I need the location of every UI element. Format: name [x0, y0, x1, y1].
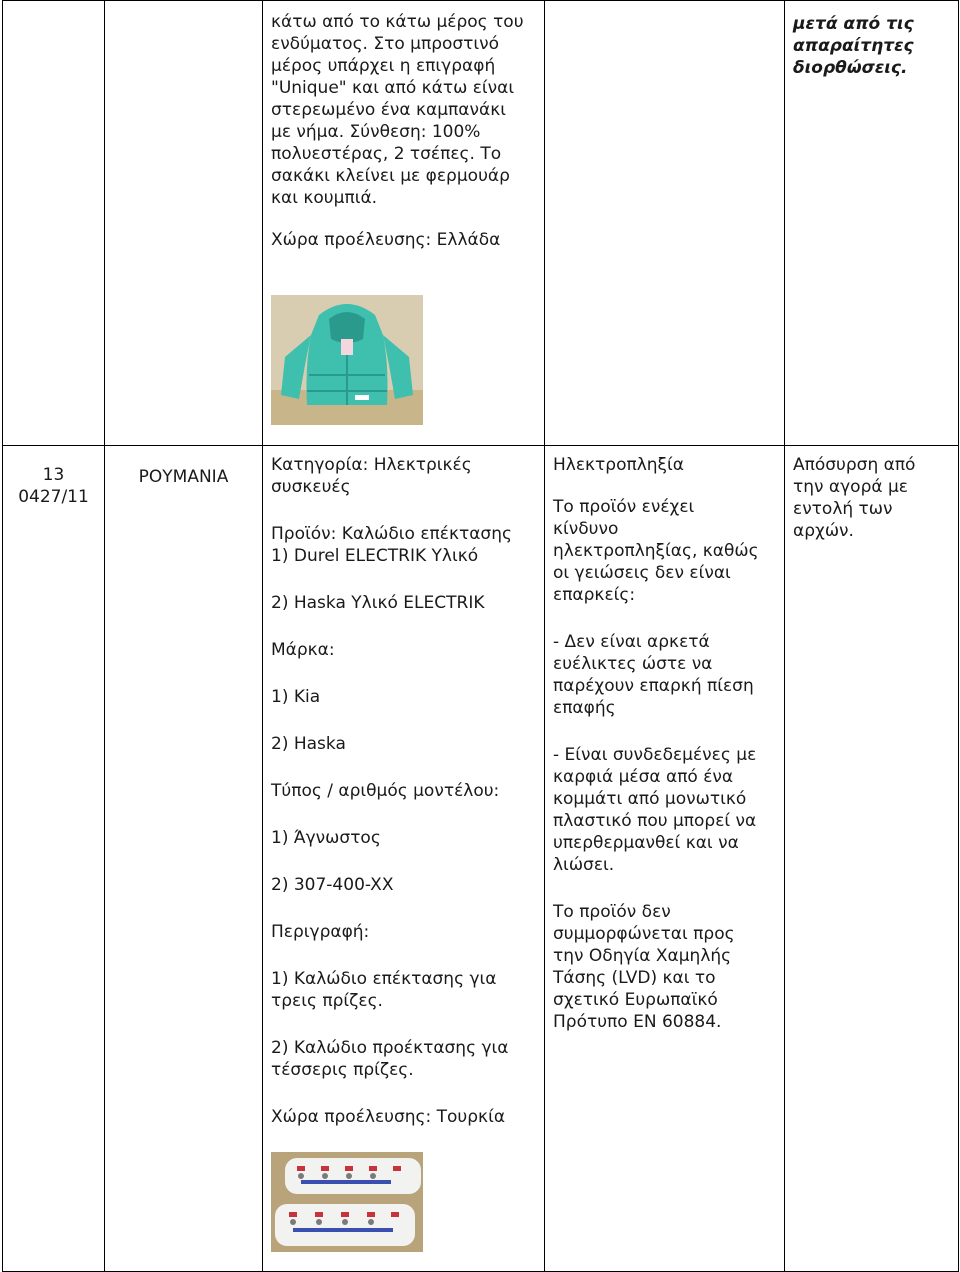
measures-text: μετά από τις απαραίτητες διορθώσεις. — [793, 14, 914, 78]
product-cell — [263, 446, 545, 1272]
country-cell — [105, 1, 263, 446]
measures-text: Απόσυρση από την αγορά με εντολή των αρχών. — [793, 455, 916, 541]
brand-1: 1) Kia — [271, 687, 321, 707]
entry-reference: 0427/11 — [18, 487, 89, 507]
product-table — [2, 0, 959, 1272]
description-2: 2) Καλώδιο προέκτασης για τέσσερις πρίζες. — [271, 1038, 509, 1080]
product-name-2: 2) Haska Υλικό ELECTRIK — [271, 593, 485, 613]
product-cell — [263, 1, 545, 446]
country-cell — [105, 446, 263, 1272]
model-1: 1) Άγνωστος — [271, 828, 381, 848]
notifying-country: ΡΟΥΜΑΝΙΑ — [138, 467, 229, 487]
brand-2: 2) Haska — [271, 734, 346, 754]
description-1: 1) Καλώδιο επέκτασης για τρεις πρίζες. — [271, 969, 497, 1011]
risk-point-2: - Είναι συνδεδεμένες με καρφιά μέσα από ένα κομμάτι από μονωτικό πλαστικό που μπορεί να υπερθερμανθεί και να λιώσει. — [553, 745, 757, 875]
number-cell — [3, 446, 105, 1272]
extension-cord-image — [271, 1152, 423, 1252]
product-description: κάτω από το κάτω μέρος του ενδύματος. Στο μπροστινό μέρος υπάρχει η επιγραφή "Unique" και από κάτω είναι στερεωμένο ένα καμπανάκι με νήμα. Σύνθεση: 100% πολυεστέρας, 2 τσέπες. Το σακάκι κλείνει με φερμουάρ και κουμπιά. — [271, 12, 524, 208]
description-label: Περιγραφή: — [271, 922, 370, 942]
risk-cell — [545, 446, 785, 1272]
model-2: 2) 307-400-XX — [271, 875, 394, 895]
origin-text: Χώρα προέλευσης: Ελλάδα — [271, 230, 501, 250]
origin-text: Χώρα προέλευσης: Τουρκία — [271, 1107, 506, 1127]
risk-intro: Το προϊόν ενέχει κίνδυνο ηλεκτροπληξίας, καθώς οι γειώσεις δεν είναι επαρκείς: — [553, 497, 759, 605]
risk-point-1: - Δεν είναι αρκετά ευέλικτες ώστε να παρέχουν επαρκή πίεση επαφής — [553, 632, 754, 718]
risk-conclusion: Το προϊόν δεν συμμορφώνεται προς την Οδηγία Χαμηλής Τάσης (LVD) και το σχετικό Ευρωπαϊκό Πρότυπο EN 60884. — [553, 902, 735, 1032]
category-text: Κατηγορία: Ηλεκτρικές συσκευές — [271, 455, 472, 497]
entry-number: 13 — [42, 465, 65, 485]
measures-cell — [785, 446, 959, 1272]
model-label: Τύπος / αριθμός μοντέλου: — [271, 781, 500, 801]
jacket-image — [271, 295, 423, 425]
table-row — [3, 1, 959, 446]
number-cell — [3, 1, 105, 446]
risk-cell — [545, 1, 785, 446]
measures-cell — [785, 1, 959, 446]
brand-label: Μάρκα: — [271, 640, 335, 660]
product-name-text: Προϊόν: Καλώδιο επέκτασης 1) Durel ELECTRIK Υλικό — [271, 524, 512, 566]
table-row — [3, 446, 959, 1272]
risk-title: Ηλεκτροπληξία — [553, 455, 684, 475]
